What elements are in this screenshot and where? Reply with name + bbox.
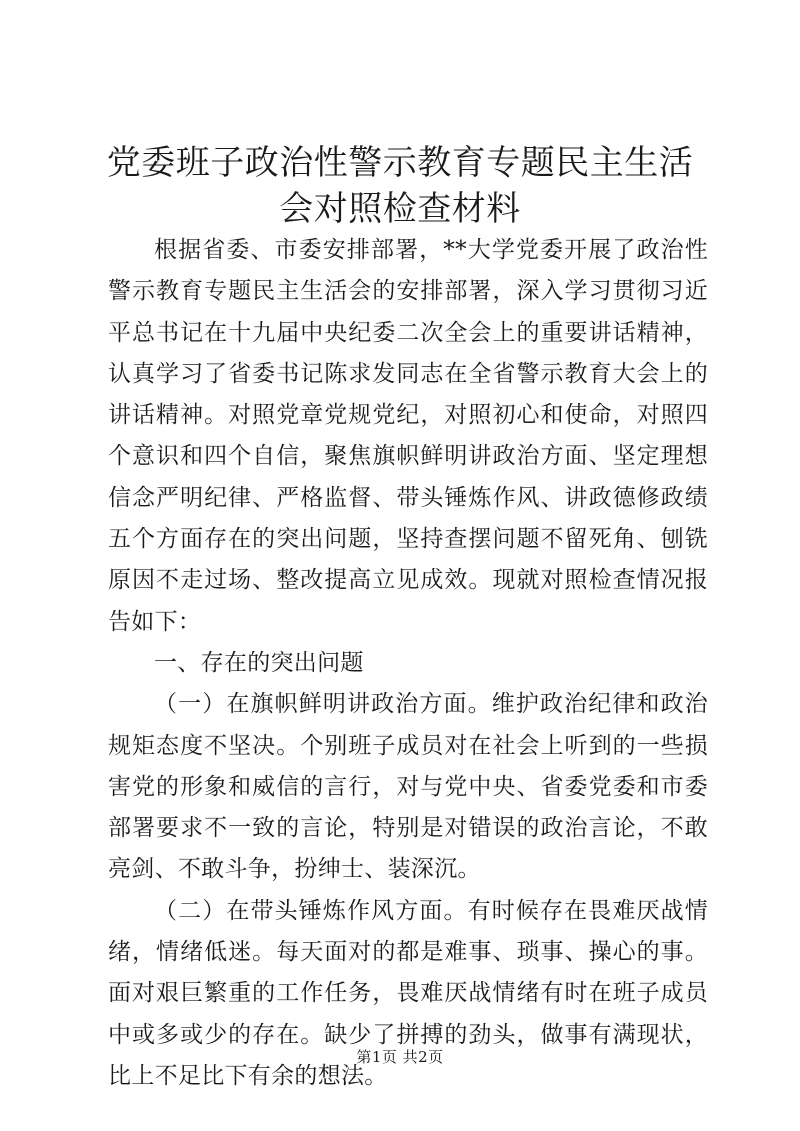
page-number: 第1页 共2页 bbox=[356, 1048, 444, 1066]
document-body bbox=[108, 230, 708, 1097]
section-heading: 一、存在的突出问题 bbox=[154, 649, 364, 676]
intro-paragraph: 根据省委、市委安排部署，**大学党委开展了政治性警示教育专题民主生活会的安排部署，深入学习贯彻习近平总书记在十九届中央纪委二次全会上的重要讲话精神，认真学习了省委书记陈求发同志在全省警示教育大会上的讲话精神。对照党章党规党纪，对照初心和使命，对照四个意识和四个自信，聚焦旗帜鲜明讲政治方面、坚定理想信念严明纪律、严格监督、带头锤炼作风、讲政德修政绩五个方面存在的突出问题，坚持查摆问题不留死角、刨铣原因不走过场、整改提高立见成效。现就对照检查情况报告如下： bbox=[108, 237, 708, 635]
subsection-paragraph-2: （二）在带头锤炼作风方面。有时候存在畏难厌战情绪，情绪低迷。每天面对的都是难事、琐事、操心的事。面对艰巨繁重的工作任务，畏难厌战情绪有时在班子成员中或多或少的存在。缺少了拼搏的劲头，做事有满现状，比上不足比下有余的想法。 bbox=[108, 897, 708, 1089]
document-title: 党委班子政治性警示教育专题民主生活会对照检查材料 bbox=[106, 143, 694, 229]
subsection-paragraph-1: （一）在旗帜鲜明讲政治方面。维护政治纪律和政治规矩态度不坚决。个别班子成员对在社会上听到的一些损害党的形象和威信的言行，对与党中央、省委党委和市委部署要求不一致的言论，特别是对错误的政治言论，不敢亮剑、不敢斗争，扮绅士、装深沉。 bbox=[108, 691, 708, 883]
